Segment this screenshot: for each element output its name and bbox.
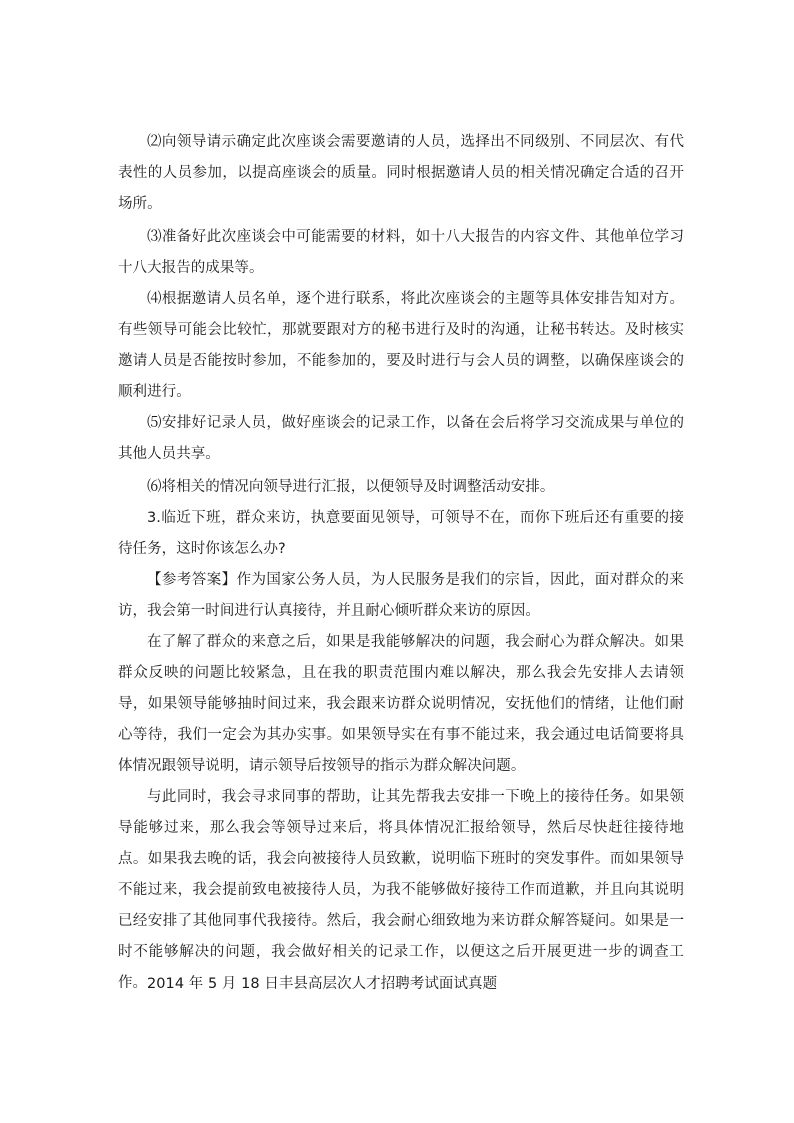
paragraph-step-2: ⑵向领导请示确定此次座谈会需要邀请的人员，选择出不同级别、不同层次、有代表性的人员参加，以提高座谈会的质量。同时根据邀请人员的相关情况确定合适的召开场所。: [118, 134, 684, 212]
next-section-title: 2014 年 5 月 18 日丰县高层次人才招聘考试面试真题: [147, 976, 498, 992]
question-3: 3.临近下班，群众来访，执意要面见领导，可领导不在，而你下班后还有重要的接待任务，这时你该怎么办?: [118, 510, 684, 557]
paragraph-step-5: ⑸安排好记录人员，做好座谈会的记录工作，以备在会后将学习交流成果与单位的其他人员共享。: [118, 415, 684, 462]
reference-answer-text: 作为国家公务人员，为人民服务是我们的宗旨，因此，面对群众的来访，我会第一时间进行认真接待，并且耐心倾听群众来访的原因。: [118, 572, 684, 619]
paragraph-step-6: ⑹将相关的情况向领导进行汇报，以便领导及时调整活动安排。: [147, 479, 555, 495]
reference-answer: [118, 565, 684, 627]
paragraph-answer-detail-2: 与此同时，我会寻求同事的帮助，让其先帮我去安排一下晚上的接待任务。如果领导能够过来，那么我会等领导过来后，将具体情况汇报给领导，然后尽快赶往接待地点。如果我去晚的话，我会向被接待人员致歉，说明临下班时的突发事件。而如果领导不能过来，我会提前致电被接待人员，为我不能够做好接待工作而道歉，并且向其说明已经安排了其他同事代我接待。然后，我会耐心细致地为来访群众解答疑问。如果是一时不能够解决的问题，我会做好相关的记录工作，以便这之后开展更进一步的调查工作。: [118, 789, 684, 991]
reference-answer-label: 【参考答案】: [147, 572, 237, 588]
paragraph-answer-detail-1: 在了解了群众的来意之后，如果是我能够解决的问题，我会耐心为群众解决。如果群众反映的问题比较紧急，且在我的职责范围内难以解决，那么我会先安排人去请领导，如果领导能够抽时间过来，我会跟来访群众说明情况，安抚他们的情绪，让他们耐心等待，我们一定会为其办实事。如果领导实在有事不能过来，我会通过电话简要将具体情况跟领导说明，请示领导后按领导的指示为群众解决问题。: [118, 634, 684, 774]
paragraph-step-3: ⑶准备好此次座谈会中可能需要的材料，如十八大报告的内容文件、其他单位学习十八大报告的成果等。: [118, 229, 684, 276]
paragraph-step-4: ⑷根据邀请人员名单，逐个进行联系，将此次座谈会的主题等具体安排告知对方。有些领导可能会比较忙，那就要跟对方的秘书进行及时的沟通，让秘书转达。及时核实邀请人员是否能按时参加，不能参加的，要及时进行与会人员的调整，以确保座谈会的顺利进行。: [118, 291, 684, 400]
